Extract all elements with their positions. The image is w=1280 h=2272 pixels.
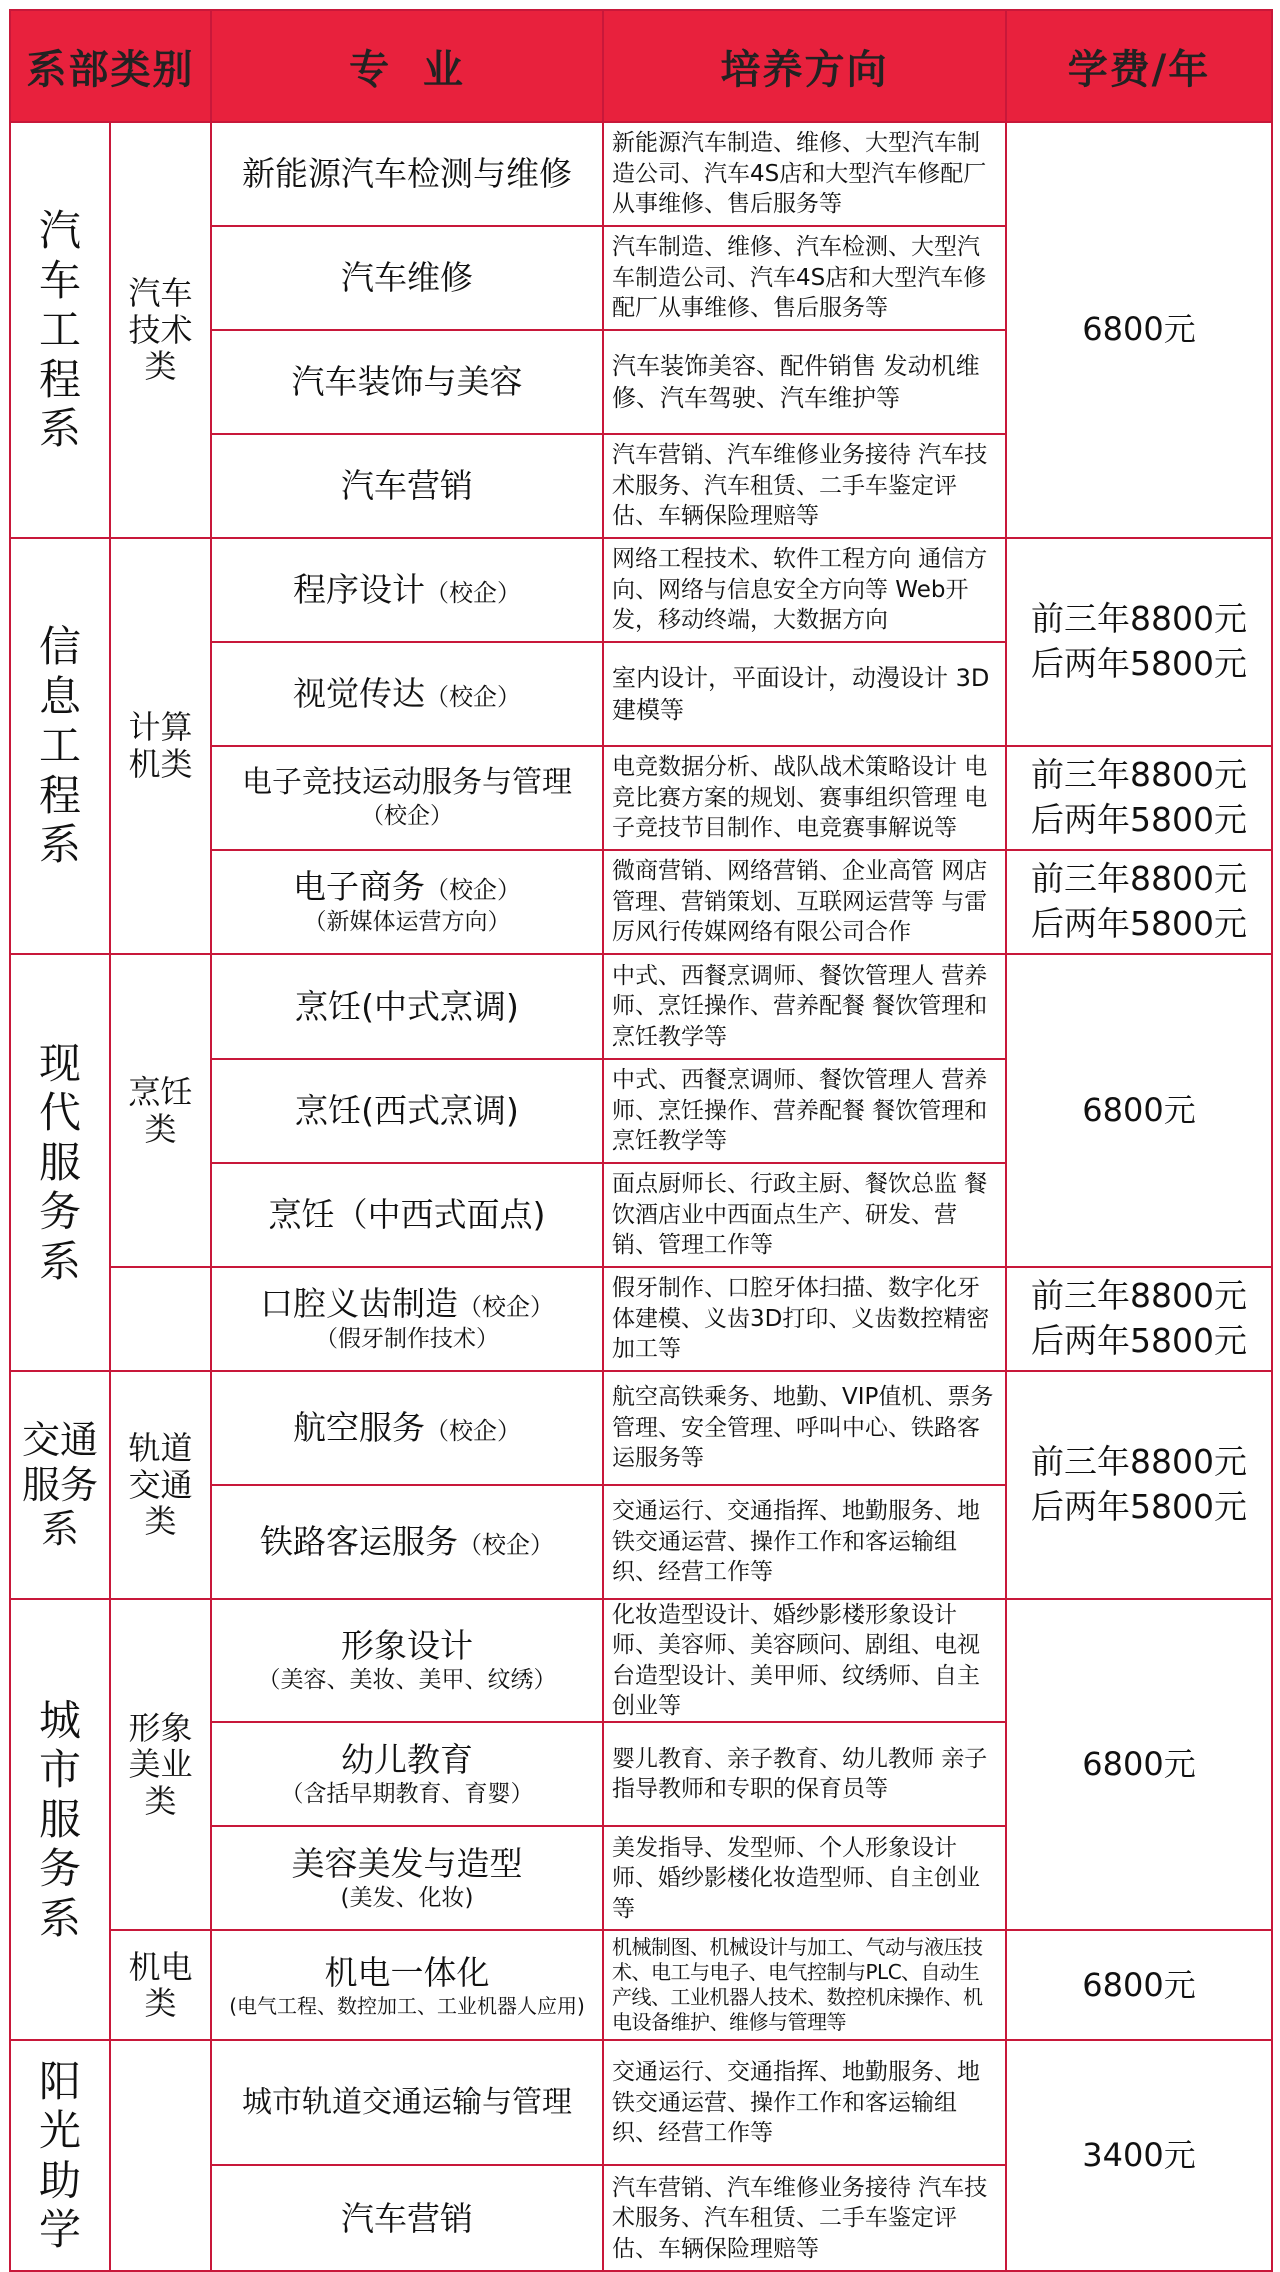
- fee-line: 后两年5800元: [1031, 1321, 1247, 1360]
- dept-cell: 阳光助学: [10, 2040, 110, 2271]
- fee-line: 前三年8800元: [1031, 1442, 1247, 1482]
- table-row: [10, 1599, 1272, 1722]
- major-name: 汽车营销: [341, 2198, 473, 2238]
- major-paren: （校企）: [425, 876, 521, 905]
- major-cell: [211, 1371, 603, 1485]
- major-cell: [211, 642, 603, 746]
- major-name-text: 铁路客运服务: [260, 1522, 458, 1562]
- major-name: 美容美发与造型: [291, 1843, 523, 1883]
- fee-cell: [1006, 538, 1272, 746]
- fee-cell: [1006, 746, 1272, 850]
- fee-line: 前三年8800元: [1031, 755, 1247, 795]
- major-name: [214, 1521, 600, 1562]
- direction-cell: 室内设计，平面设计，动漫设计 3D建模等: [603, 642, 1006, 746]
- tuition-table-wrapper: [9, 9, 1271, 2262]
- fee-line: 前三年8800元: [1031, 1276, 1247, 1316]
- major-name: 汽车维修: [341, 258, 473, 298]
- direction-cell: 机械制图、机械设计与加工、气动与液压技术、电工与电子、电气控制与PLC、自动生产线、工业机器人技术、数控机床操作、机电设备维护、维修与管理等: [603, 1930, 1006, 2040]
- major-sub: （含括早期教育、育婴）: [280, 1781, 534, 1808]
- direction-cell: 新能源汽车制造、维修、大型汽车制造公司、汽车4S店和大型汽车修配厂从事维修、售后服务等: [603, 122, 1006, 226]
- fee-cell: [1006, 1599, 1272, 1930]
- major-name: 电子竞技运动服务与管理: [242, 765, 572, 801]
- fee-cell: [1006, 954, 1272, 1267]
- fee-line: 后两年5800元: [1031, 800, 1247, 839]
- major-paren: （校企）: [425, 683, 521, 712]
- table-row: [10, 954, 1272, 1059]
- major-name: [214, 569, 600, 610]
- table-row: [10, 1267, 1272, 1371]
- direction-cell: 面点厨师长、行政主厨、餐饮总监 餐饮酒店业中西面点生产、研发、营销、管理工作等: [603, 1163, 1006, 1267]
- dept-cell: 交通服务系: [10, 1371, 110, 1599]
- major-cell: [211, 1163, 603, 1267]
- major-cell: [211, 538, 603, 642]
- major-sub: （新媒体运营方向）: [303, 908, 511, 935]
- direction-cell: 汽车装饰美容、配件销售 发动机维修、汽车驾驶、汽车维护等: [603, 330, 1006, 434]
- major-cell: [211, 2040, 603, 2165]
- header-dept: 系部类别: [10, 10, 211, 122]
- direction-cell: 汽车制造、维修、汽车检测、大型汽车制造公司、汽车4S店和大型汽车修配厂从事维修、售后服务等: [603, 226, 1006, 330]
- major-paren: （校企）: [458, 1293, 554, 1322]
- category-cell: 烹饪类: [110, 954, 211, 1267]
- fee-line: 前三年8800元: [1031, 599, 1247, 639]
- dept-cell: 城市服务系: [10, 1599, 110, 2040]
- major-cell: [211, 1485, 603, 1599]
- header-fee: 学费/年: [1006, 10, 1272, 122]
- major-name: 新能源汽车检测与维修: [242, 154, 572, 194]
- fee-line: 前三年8800元: [1031, 859, 1247, 899]
- major-cell: [211, 1930, 603, 2040]
- major-name: 烹饪(西式烹调): [295, 1091, 519, 1131]
- major-name: 城市轨道交通运输与管理: [242, 2085, 572, 2121]
- major-cell: [211, 330, 603, 434]
- fee-line: 3400元: [1082, 2136, 1196, 2175]
- dept-cell: 汽车工程系: [10, 122, 110, 538]
- major-cell: [211, 954, 603, 1059]
- category-cell: 形象美业类: [110, 1599, 211, 1930]
- major-name: 烹饪（中西式面点): [268, 1195, 546, 1235]
- major-sub: (电气工程、数控加工、工业机器人应用): [229, 1994, 585, 2019]
- direction-cell: 交通运行、交通指挥、地勤服务、地铁交通运营、操作工作和客运输组织、经营工作等: [603, 2040, 1006, 2165]
- fee-line: 6800元: [1082, 1090, 1196, 1129]
- major-paren: （校企）: [425, 1417, 521, 1446]
- header-row: [10, 10, 1272, 122]
- major-name-text: 电子商务: [293, 867, 425, 907]
- major-sub: (美发、化妆): [340, 1885, 474, 1912]
- major-name: 幼儿教育: [341, 1739, 473, 1779]
- direction-cell: 婴儿教育、亲子教育、幼儿教师 亲子指导教师和专职的保育员等: [603, 1722, 1006, 1826]
- category-cell: 轨道交通类: [110, 1371, 211, 1599]
- direction-cell: 网络工程技术、软件工程方向 通信方向、网络与信息安全方向等 Web开发，移动终端，大数据方向: [603, 538, 1006, 642]
- table-row: [10, 1930, 1272, 2040]
- major-name: [214, 673, 600, 714]
- table-row: [10, 122, 1272, 226]
- fee-line: 后两年5800元: [1031, 904, 1247, 943]
- major-name: 烹饪(中式烹调): [295, 986, 519, 1026]
- fee-line: 后两年5800元: [1031, 644, 1247, 683]
- major-name: 汽车营销: [341, 466, 473, 506]
- major-cell: [211, 434, 603, 538]
- fee-cell: [1006, 1371, 1272, 1599]
- category-cell: 机电类: [110, 1930, 211, 2040]
- major-cell: [211, 1267, 603, 1371]
- fee-line: 6800元: [1082, 310, 1196, 349]
- major-name-text: 程序设计: [293, 570, 425, 610]
- dept-cell: 现代服务系: [10, 954, 110, 1371]
- category-cell-empty: [110, 2040, 211, 2271]
- direction-cell: 汽车营销、汽车维修业务接待 汽车技术服务、汽车租赁、二手车鉴定评估、车辆保险理赔等: [603, 2165, 1006, 2271]
- major-paren: （校企）: [425, 579, 521, 608]
- major-name-text: 口腔义齿制造: [260, 1284, 458, 1324]
- header-direction: 培养方向: [603, 10, 1006, 122]
- direction-cell: 电竞数据分析、战队战术策略设计 电竞比赛方案的规划、赛事组织管理 电子竞技节目制作、电竞赛事解说等: [603, 746, 1006, 850]
- dept-cell: 信息工程系: [10, 538, 110, 954]
- major-name-text: 视觉传达: [293, 674, 425, 714]
- major-name: 形象设计: [341, 1626, 473, 1666]
- direction-cell: 假牙制作、口腔牙体扫描、数字化牙体建模、义齿3D打印、义齿数控精密加工等: [603, 1267, 1006, 1371]
- direction-cell: 美发指导、发型师、个人形象设计师、婚纱影楼化妆造型师、自主创业等: [603, 1826, 1006, 1930]
- major-name: 机电一体化: [324, 1952, 490, 1992]
- direction-cell: 交通运行、交通指挥、地勤服务、地铁交通运营、操作工作和客运输组织、经营工作等: [603, 1485, 1006, 1599]
- major-sub: （假牙制作技术）: [315, 1325, 499, 1352]
- table-row: [10, 538, 1272, 642]
- direction-cell: 中式、西餐烹调师、餐饮管理人 营养师、烹饪操作、营养配餐 餐饮管理和烹饪教学等: [603, 1059, 1006, 1163]
- direction-cell: 中式、西餐烹调师、餐饮管理人 营养师、烹饪操作、营养配餐 餐饮管理和烹饪教学等: [603, 954, 1006, 1059]
- fee-cell: [1006, 122, 1272, 538]
- direction-cell: 化妆造型设计、婚纱影楼形象设计师、美容师、美容顾问、剧组、电视台造型设计、美甲师、纹绣师、自主创业等: [603, 1599, 1006, 1722]
- major-name: [214, 1407, 600, 1448]
- category-cell-empty: [110, 1267, 211, 1371]
- major-cell: [211, 1599, 603, 1722]
- fee-cell: [1006, 2040, 1272, 2271]
- major-cell: [211, 226, 603, 330]
- category-cell: 计算机类: [110, 538, 211, 954]
- fee-line: 后两年5800元: [1031, 1487, 1247, 1526]
- major-name-text: 航空服务: [293, 1408, 425, 1448]
- table-row: [10, 2040, 1272, 2165]
- major-cell: [211, 746, 603, 850]
- major-name: [214, 1283, 600, 1324]
- major-cell: [211, 1826, 603, 1930]
- major-cell: [211, 2165, 603, 2271]
- direction-cell: 航空高铁乘务、地勤、VIP值机、票务管理、安全管理、呼叫中心、铁路客运服务等: [603, 1371, 1006, 1485]
- table-row: [10, 1371, 1272, 1485]
- major-cell: [211, 122, 603, 226]
- fee-cell: [1006, 1267, 1272, 1371]
- fee-cell: [1006, 850, 1272, 954]
- direction-cell: 微商营销、网络营销、企业高管 网店管理、营销策划、互联网运营等 与雷厉风行传媒网络有限公司合作: [603, 850, 1006, 954]
- fee-line: 6800元: [1082, 1965, 1196, 2004]
- major-cell: [211, 1059, 603, 1163]
- major-paren: （校企）: [458, 1531, 554, 1560]
- major-cell: [211, 1722, 603, 1826]
- header-major: 专 业: [211, 10, 603, 122]
- direction-cell: 汽车营销、汽车维修业务接待 汽车技术服务、汽车租赁、二手车鉴定评估、车辆保险理赔等: [603, 434, 1006, 538]
- major-sub: （美容、美妆、美甲、纹绣）: [257, 1667, 557, 1694]
- major-cell: [211, 850, 603, 954]
- major-name: [214, 866, 600, 907]
- tuition-table: [9, 9, 1273, 2272]
- fee-cell: [1006, 1930, 1272, 2040]
- fee-line: 6800元: [1082, 1745, 1196, 1784]
- category-cell: 汽车技术类: [110, 122, 211, 538]
- major-sub: （校企）: [361, 802, 453, 829]
- major-name: 汽车装饰与美容: [291, 362, 523, 402]
